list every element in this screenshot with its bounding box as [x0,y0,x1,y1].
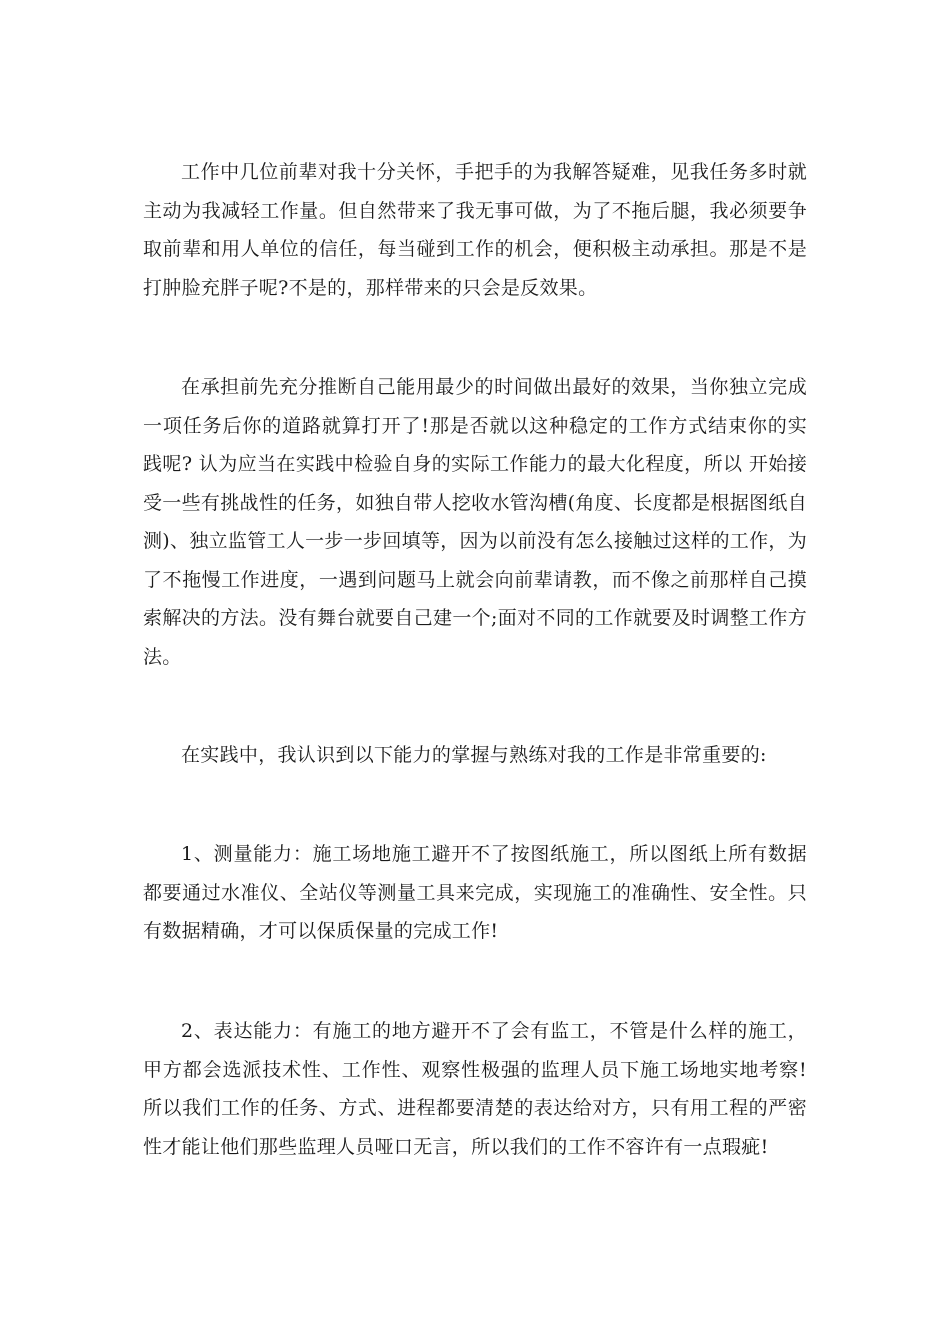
paragraph-important-abilities-intro: 在实践中，我认识到以下能力的掌握与熟练对我的工作是非常重要的: [181,744,767,766]
paragraph-expression-ability: 2、表达能力：有施工的地方避开不了会有监工，不管是什么样的施工，甲方都会选派技术性、工作性、观察性极强的监理人员下施工场地实地考察!所以我们工作的任务、方式、进程都要清楚的表达给对方，只有用工程的严密性才能让他们那些监理人员哑口无言，所以我们的工作不容许有一点瑕疵! [143,1020,807,1158]
paragraph-independent-tasks: 在承担前先充分推断自己能用最少的时间做出最好的效果，当你独立完成一项任务后你的道路就算打开了!那是否就以这种稳定的工作方式结束你的实践呢? 认为应当在实践中检验自身的实际工作能力的最大化程度，所以 开始接受一些有挑战性的任务，如独自带人挖收水管沟槽(角度、长度都是根据图纸自测)、独立监管工人一步一步回填等，因为以前没有怎么接触过这样的工作，为了不拖慢工作进度，一遇到问题马上就会向前辈请教，而不像之前那样自己摸索解决的方法。没有舞台就要自己建一个;面对不同的工作就要及时调整工作方法。 [143,376,807,668]
paragraph-senior-colleagues-care: 工作中几位前辈对我十分关怀，手把手的为我解答疑难，见我任务多时就主动为我减轻工作量。但自然带来了我无事可做，为了不拖后腿，我必须要争取前辈和用人单位的信任，每当碰到工作的机会，便积极主动承担。那是不是打肿脸充胖子呢?不是的，那样带来的只会是反效果。 [143,161,807,299]
paragraph-measurement-ability: 1、测量能力：施工场地施工避开不了按图纸施工，所以图纸上所有数据都要通过水准仪、全站仪等测量工具来完成，实现施工的准确性、安全性。只有数据精确，才可以保质保量的完成工作! [143,843,807,942]
